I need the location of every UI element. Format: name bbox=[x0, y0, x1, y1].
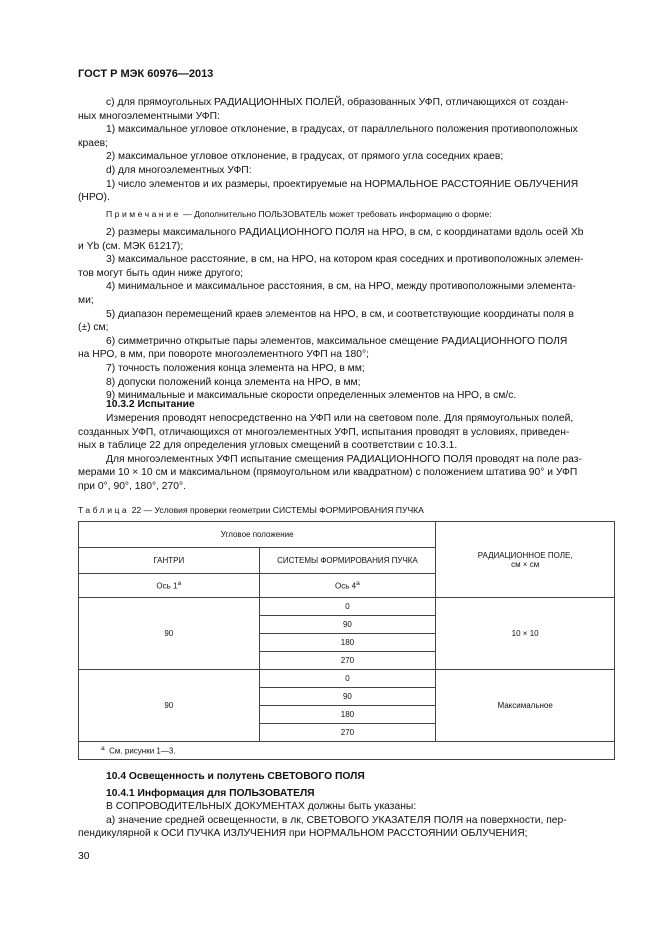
section-10-4-heading: 10.4 Освещенность и полутень СВЕТОВОГО ПОЛЯ bbox=[106, 771, 365, 782]
text-line: краев; bbox=[78, 137, 109, 149]
system-header: СИСТЕМЫ ФОРМИРОВАНИЯ ПУЧКА bbox=[259, 548, 436, 574]
text-line: и Yb (см. МЭК 61217); bbox=[78, 240, 184, 252]
text-line: 2) размеры максимального РАДИАЦИОННОГО ПОЛЯ на НРО, в см, с координатами вдоль осей Xb bbox=[106, 227, 584, 238]
note-label: Примечание bbox=[106, 209, 181, 219]
text-line: на НРО, в мм, при повороте многоэлементного УФП на 180°; bbox=[78, 349, 369, 361]
axis4-label: Ось 4 bbox=[335, 581, 357, 591]
text-line: c) для прямоугольных РАДИАЦИОННЫХ ПОЛЕЙ, образованных УФП, отличающихся от создан- bbox=[106, 97, 569, 108]
text-line: Для многоэлементных УФП испытание смещения РАДИАЦИОННОГО ПОЛЯ проводят на поле раз- bbox=[106, 453, 582, 465]
table-caption-text: 22 — Условия проверки геометрии СИСТЕМЫ ФОРМИРОВАНИЯ ПУЧКА bbox=[129, 505, 424, 515]
text-line: ми; bbox=[78, 295, 94, 306]
field-header bbox=[436, 522, 615, 598]
text-line: (НРО). bbox=[78, 192, 110, 204]
group1-field: 10 × 10 bbox=[436, 598, 615, 670]
text-line: 5) диапазон перемещений краев элементов на НРО, в см, и соответствующие координаты поля в bbox=[106, 308, 574, 320]
axis1-sup: а bbox=[177, 580, 182, 588]
axis4-header bbox=[259, 574, 436, 598]
text-line: Измерения проводят непосредственно на УФП или на световом поле. Для прямоугольных полей, bbox=[106, 413, 574, 424]
text-line: (±) см; bbox=[78, 322, 109, 334]
field-header-title: РАДИАЦИОННОЕ ПОЛЕ, bbox=[477, 550, 573, 560]
group2-angle-1: 90 bbox=[259, 688, 436, 706]
group1-angle-2: 180 bbox=[259, 634, 436, 652]
text-line: мерами 10 × 10 см и максимальном (прямоугольном или квадратном) с положением штатива 90° и УФП bbox=[78, 467, 578, 479]
text-line: 8) допуски положений конца элемента на НРО, в мм; bbox=[106, 376, 361, 388]
group2-field: Максимальное bbox=[436, 670, 615, 742]
footnote-mark: а bbox=[101, 745, 105, 753]
group2-angle-2: 180 bbox=[259, 706, 436, 724]
text-line: пендикулярной к ОСИ ПУЧКА ИЗЛУЧЕНИЯ при НОРМАЛЬНОМ РАССТОЯНИИ ОБЛУЧЕНИЯ; bbox=[78, 828, 528, 840]
note-text: — Дополнительно ПОЛЬЗОВАТЕЛЬ может требовать информацию о форме: bbox=[180, 209, 492, 219]
section-10-4-1-heading: 10.4.1 Информация для ПОЛЬЗОВАТЕЛЯ bbox=[106, 788, 315, 799]
axis1-header bbox=[79, 574, 260, 598]
section-10-3-2-heading: 10.3.2 Испытание bbox=[106, 399, 195, 410]
document-header: ГОСТ Р МЭК 60976—2013 bbox=[78, 68, 214, 80]
page-number: 30 bbox=[78, 851, 90, 862]
text-line: ных многоэлементными УФП: bbox=[78, 110, 220, 122]
text-line: при 0°, 90°, 180°, 270°. bbox=[78, 481, 186, 492]
table-footnote bbox=[79, 742, 615, 760]
group2-angle-3: 270 bbox=[259, 724, 436, 742]
text-line: В СОПРОВОДИТЕЛЬНЫХ ДОКУМЕНТАХ должны быть указаны: bbox=[106, 801, 417, 812]
group1-angle-3: 270 bbox=[259, 652, 436, 670]
note-line bbox=[78, 208, 643, 221]
text-line: 1) максимальное угловое отклонение, в градусах, от параллельного положения противоположных bbox=[106, 124, 578, 136]
text-line: а) значение средней освещенности, в лк, СВЕТОВОГО УКАЗАТЕЛЯ ПОЛЯ на поверхности, пер- bbox=[106, 814, 567, 826]
group2-angle-0: 0 bbox=[259, 670, 436, 688]
field-header-unit: см × см bbox=[511, 559, 540, 569]
geometry-table bbox=[78, 521, 615, 760]
group2-gantry: 90 bbox=[79, 670, 260, 742]
text-line: d) для многоэлементных УФП: bbox=[106, 165, 252, 176]
axis1-label: Ось 1 bbox=[156, 581, 178, 591]
text-line: ных в таблице 22 для определения угловых смещений в соответствии с 10.3.1. bbox=[78, 440, 458, 452]
table-caption-label: Таблица bbox=[78, 505, 130, 515]
table-caption bbox=[78, 504, 615, 517]
text-line: 2) максимальное угловое отклонение, в градусах, от прямого угла соседних краев; bbox=[106, 151, 504, 163]
text-line: 7) точность положения конца элемента на НРО, в мм; bbox=[106, 363, 365, 374]
text-line: 6) симметрично открытые пары элементов, максимальное смещение РАДИАЦИОННОГО ПОЛЯ bbox=[106, 335, 568, 347]
angle-header: Угловое положение bbox=[79, 522, 436, 548]
group1-angle-0: 0 bbox=[259, 598, 436, 616]
text-line: 1) число элементов и их размеры, проектируемые на НОРМАЛЬНОЕ РАССТОЯНИЕ ОБЛУЧЕНИЯ bbox=[106, 178, 579, 190]
text-line: тов могут быть один ниже другого; bbox=[78, 267, 244, 279]
axis4-sup: а bbox=[356, 580, 360, 588]
text-line: созданных УФП, отличающихся от многоэлементных УФП, испытания проводят в условиях, приведен- bbox=[78, 426, 570, 438]
text-line: 9) минимальные и максимальные скорости определенных элементов на НРО, в см/с. bbox=[106, 390, 517, 402]
group1-gantry: 90 bbox=[79, 598, 260, 670]
text-line: 3) максимальное расстояние, в см, на НРО, на котором края соседних и противоположных элемен- bbox=[106, 254, 584, 266]
text-line: 4) минимальное и максимальное расстояния, в см, на НРО, между противоположными элемента- bbox=[106, 281, 576, 293]
gantry-header: ГАНТРИ bbox=[79, 548, 260, 574]
group1-angle-1: 90 bbox=[259, 616, 436, 634]
footnote-text: См. рисунки 1—3. bbox=[109, 746, 176, 756]
